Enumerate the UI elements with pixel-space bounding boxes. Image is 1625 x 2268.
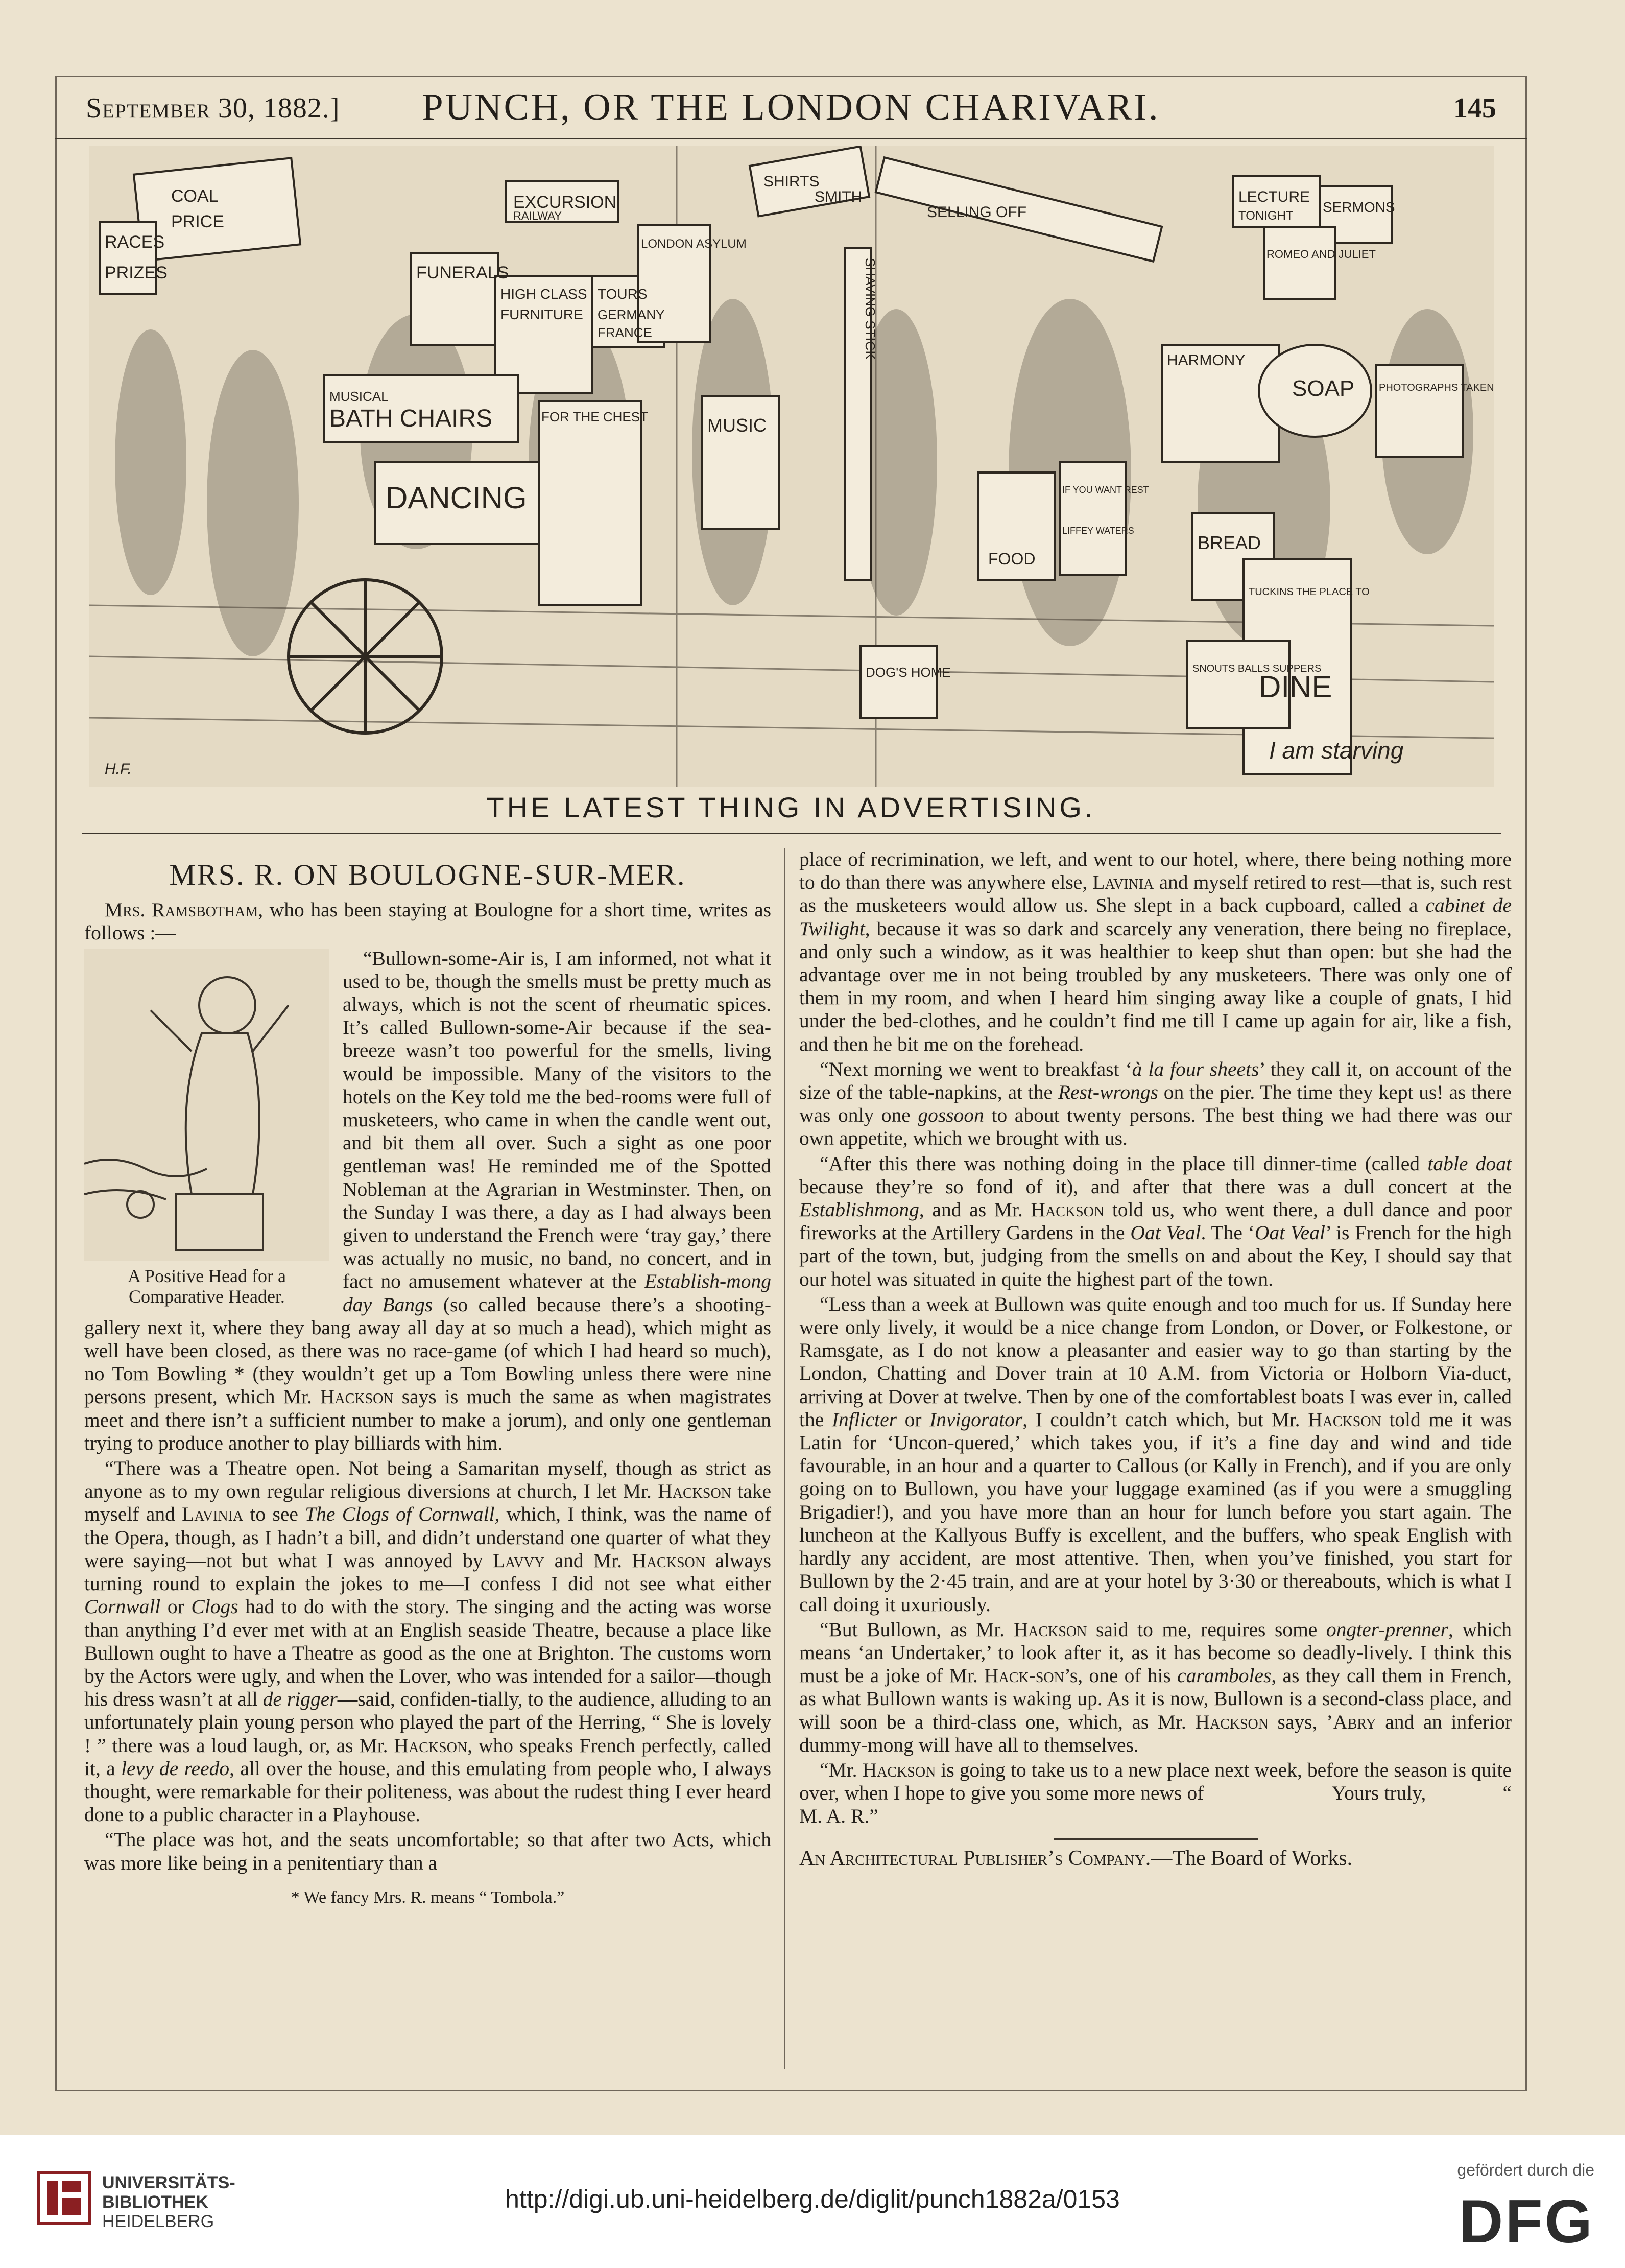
masthead: PUNCH, OR THE LONDON CHARIVARI. [422, 86, 1160, 128]
sign-races: RACES [105, 232, 165, 252]
article-end-rule [1054, 1838, 1258, 1840]
sign-dogs-home: DOG'S HOME [866, 665, 951, 680]
sign-railway: RAILWAY [513, 209, 562, 222]
sign-off: Yours truly, [1331, 1782, 1426, 1805]
paragraph-hot-place: “The place was hot, and the seats uncomfortable; so that after two Acts, which was more like being in a penitentiary than a [84, 1828, 771, 1874]
sign-germany: GERMANY [598, 307, 665, 322]
paragraph-undertaker: “But Bullown, as Mr. Hackson said to me, requires some ongter-prenner, which means ‘an Undertaker,’ to look after it, as it has become so deadly-lively. I think this must be a joke of Mr. Hack-son’s, one of his caramboles, as they call them in French, as what Bullown wants is waking up. As it is now, Bullown is a second-class place, and will soon be a third-class one, which, as Mr. Hackson says, ’Abry and an inferior dummy-mong will have all to themselves. [799, 1618, 1512, 1756]
sign-dancing: DANCING [386, 481, 527, 515]
issue-date: September 30, 1882.] [86, 92, 340, 124]
sign-bread: BREAD [1198, 532, 1261, 553]
sign-sermons: SERMONS [1323, 199, 1395, 215]
sign-photographs: PHOTOGRAPHS TAKEN [1379, 382, 1494, 393]
sign-tuckins: TUCKINS THE PLACE TO [1249, 586, 1370, 598]
paragraph-bullown: “Bullown-some-Air is, I am informed, not what it used to be, though the smells must be pretty much as always, which is not the scent of rheumatic spices. It’s called Bullown-some-Air because if the sea-breeze wasn’t too powerful for the smells, living would be impossible. Many of the visitors to the hotels on the Key told me the bed-rooms were full of musketeers, who came in when the candle went out, and bit them all over. Such a sight as one poor gentleman was! He reminded me of the Spotted Nobleman at the Agrarian in Westminster. Then, on the Sunday I was there, a day as I had always been given to understand the French were ‘tray gay,’ there was actually no music, no band, no concert, and in fact no amusement whatever at the Establish-mong day Bangs (so called because there’s a shooting-gallery next it, where they bang away all day at so much a head), which might as well have been closed, as there was no race-game (of which I had heard so much), no Tom Bowling * (they wouldn’t get up a Tom Bowling unless there were nine persons present, which Mr. Hackson says is much the same as when magistrates meet and there isn’t a sufficient number to make a jorum), and only one gentleman trying to produce another to play billiards with him. [84, 947, 772, 1454]
sign-music: MUSIC [707, 415, 767, 436]
sign-harmony: HARMONY [1167, 352, 1246, 369]
sign-romeo-juliet: ROMEO AND JULIET [1266, 248, 1376, 261]
sign-bath-chairs: BATH CHAIRS [329, 405, 493, 432]
sign-france: FRANCE [598, 325, 652, 340]
sign-prizes: PRIZES [105, 263, 168, 282]
sign-shaving-stick: SHAVING STICK [863, 258, 878, 360]
cartoon-illustration [89, 146, 1494, 787]
library-footer [0, 2135, 1625, 2268]
sign-selling-off: SELLING OFF [927, 204, 1027, 221]
permalink-url[interactable]: http://digi.ub.uni-heidelberg.de/diglit/punch1882a/0153 [505, 2185, 1120, 2213]
sign-food: FOOD [988, 550, 1036, 568]
sign-soap: SOAP [1292, 376, 1355, 401]
sign-furniture: FURNITURE [500, 306, 583, 322]
article-title: MRS. R. ON BOULOGNE-SUR-MER. [169, 858, 686, 891]
paragraph-breakfast: “Next morning we went to breakfast ‘à la four sheets’ they call it, on account of the size of the table-napkins, at the Rest-wrongs on the pier. The time they kept us! as there was only one gossoon to about twenty persons. The best thing we had there was our own appetite, which we brought with us. [799, 1057, 1512, 1150]
sign-lecture: LECTURE [1238, 188, 1310, 205]
running-head [55, 81, 1527, 137]
paragraph-travel: “Less than a week at Bullown was quite enough and too much for us. If Sunday here were only lively, it would be a nice change from London, or Dover, or Folkestone, or Ramsgate, as I do not know a pleasanter and easier way to go than starting by the London, Chatting and Dover train at 10 A.M. from Victoria or Holborn Via-duct, arriving at Dover at twelve. Then by one of the comfortablest boats I was ever in, called the Inflicter or Invigorator, I couldn’t catch which, but Mr. Hackson told me it was Latin for ‘Uncon-quered,’ which takes you, if it’s a fine day and wind and tide favourable, in an hour and a quarter to Callous (or Kally in French), and if you are only going on to Bullown, you have your luggage examined (as if you were a smuggling Brigadier!), and you have more than an hour for lunch before you start again. The luncheon at the Kallyous Buffy is excellent, and the buffers, who speak English with hardly any accident, are most attentive. Then, when you’ve finished, you start for Bullown by the 2·45 train, and are at your hotel by 3·30 or thereabouts, which is what I call doing it uxuriously. [799, 1292, 1512, 1616]
sign-smith: SMITH [815, 188, 863, 205]
right-column [799, 848, 1512, 1870]
sign-musical: MUSICAL [329, 389, 389, 404]
caption-i-am-starving: I am starving [1269, 737, 1404, 764]
dfg-logo: DFG [1459, 2187, 1594, 2256]
sign-liffey-waters: LIFFEY WATERS [1062, 526, 1134, 536]
intro-paragraph: Mrs. Ramsbotham, who has been staying at Boulogne for a short time, writes as follows :— [84, 899, 771, 944]
sign-snouts: SNOUTS BALLS SUPPERS [1192, 663, 1322, 674]
library-name: UNIVERSITÄTS- BIBLIOTHEK HEIDELBERG [102, 2173, 235, 2231]
paragraph-recrimination: place of recrimination, we left, and went to our hotel, where, there being nothing more to do than there was anywhere else, Lavinia and myself retired to rest—that is, such rest as the musketeers would allow us. She slept in a back cupboard, called a cabinet de Twilight, because it was so dark and scarcely any veneration, there being no fireplace, and only such a window, as it was healthier to keep shut than open: but she had the advantage over me in not being troubled by any musketeers. There was only one of them in my room, and when I heard him singing away like a couple of gnats, I hid under the bed-clothes, and he couldn’t find me till I came up again for air, like a fish, and then he bit me on the forehead. [799, 848, 1512, 1055]
sign-high-class: HIGH CLASS [500, 286, 587, 302]
funded-by-label: gefördert durch die [1457, 2161, 1594, 2179]
sign-dine: DINE [1259, 670, 1332, 704]
footnote: * We fancy Mrs. R. means “ Tombola.” [291, 1887, 565, 1907]
sign-coal-price: PRICE [171, 212, 224, 231]
header-rule [55, 138, 1527, 139]
paragraph-dinner: “After this there was nothing doing in the place till dinner-time (called table doat because they’re so fond of it), and after that there was a dull concert at the Establishmong, and as Mr. Hackson told us, who went there, a dull dance and poor fireworks at the Artillery Gardens in the Oat Veal. The ‘Oat Veal’ is French for the high part of the town, but, judging from the smells on and about the Key, I should say that our hotel was situated in quite the highest part of the town. [799, 1152, 1512, 1290]
sign-if-you-want: IF YOU WANT REST [1062, 485, 1149, 495]
artist-signature: H.F. [105, 761, 132, 777]
column-divider [784, 848, 785, 2069]
woman-figure-drawing [84, 949, 329, 1261]
cartoon-caption: THE LATEST THING IN ADVERTISING. [486, 791, 1096, 823]
paragraph-closing: “Mr. Hackson is going to take us to a new place next week, before the season is quite over, when I hope to give you some more news of Yours truly, “ M. A. R.” [799, 1758, 1512, 1828]
advertising-cartoon [89, 146, 1494, 787]
sign-shirts: SHIRTS [763, 173, 820, 190]
sign-coal: COAL [171, 186, 219, 206]
sign-tonight: TONIGHT [1238, 209, 1294, 223]
sign-for-the-chest: FOR THE CHEST [541, 409, 648, 424]
caption-rule [82, 833, 1501, 834]
illustration-woman-bathing [84, 949, 329, 1307]
sign-tours: TOURS [598, 286, 648, 302]
sign-excursion: EXCURSION [513, 193, 617, 212]
paragraph-theatre: “There was a Theatre open. Not being a Samaritan myself, though as strict as anyone as to my own regular religious diversions at church, I let Mr. Hackson take myself and Lavinia to see The Clogs of Cornwall, which, I think, was the name of the Opera, though, as I hadn’t a bill, and didn’t understand one quarter of what they were saying—not but what I was annoyed by Lavvy and Mr. Hackson always turning round to explain the jokes to me—I confess I did not see what either Cornwall or Clogs had to do with the story. The singing and the acting was worse than anything I’d ever met with at an English seaside Theatre, because a place like Bullown ought to have a Theatre as good as the one at Brighton. The customs worn by the Actors were ugly, and when the Lover, who was intended for a sailor—though his dress wasn’t at all de rigger—said, confiden-tially, to the audience, alluding to an unfortunately plain young person who played the part of the Herring, “ She is lovely ! ” there was a loud laugh, or, as Mr. Hackson, who speaks French perfectly, called it, a levy de reedo, all over the house, and this emulating from people who, I always thought, were remarkable for their politeness, was about the rudest thing I ever heard done to a public character in a Playhouse. [84, 1457, 772, 1826]
publisher-joke: An Architectural Publisher’s Company.—The Board of Works. [799, 1846, 1353, 1870]
sign-london-asylum: LONDON ASYLUM [641, 237, 747, 251]
page-number: 145 [1453, 92, 1496, 124]
initials: “ M. A. R.” [799, 1782, 1512, 1828]
left-column [84, 848, 771, 1909]
figure-caption: A Positive Head for a Comparative Header. [128, 1265, 286, 1307]
sign-funerals: FUNERALS [416, 263, 509, 282]
